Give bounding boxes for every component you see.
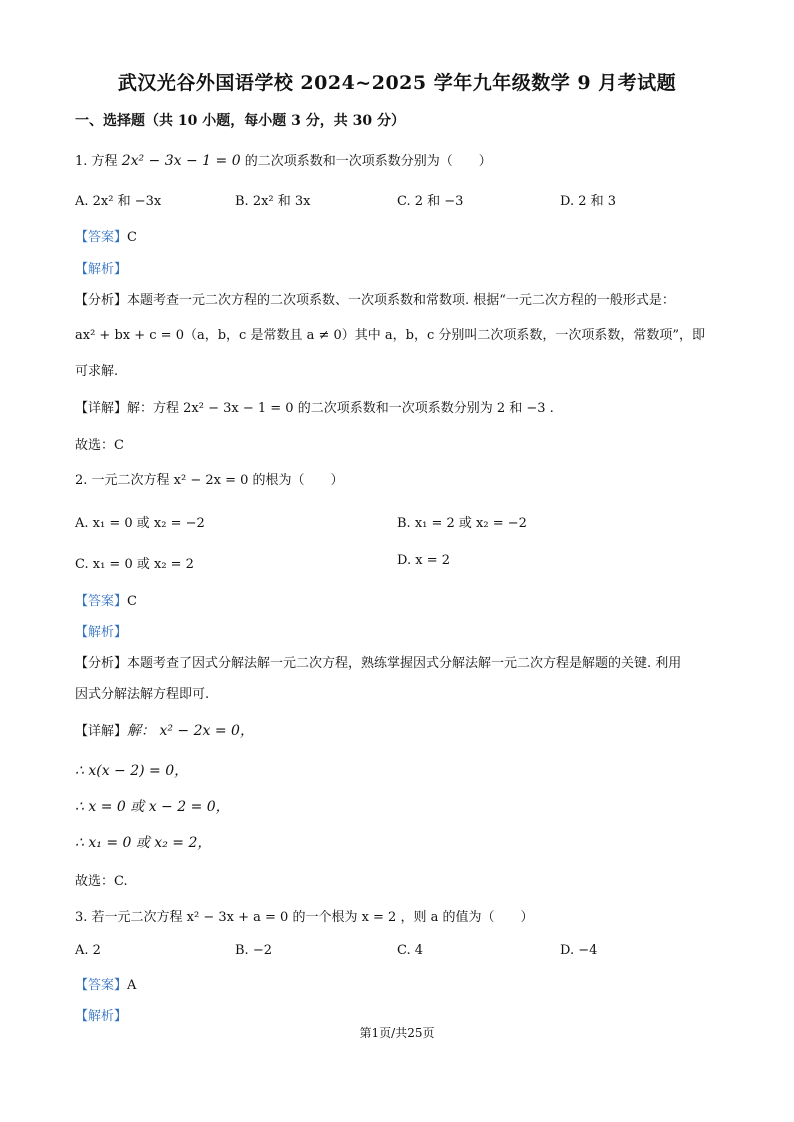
answer-value: C: [127, 594, 137, 609]
q2-step-1: ∴ x(x − 2) = 0，: [75, 763, 189, 779]
q3-option-a: A. 2: [75, 943, 101, 958]
q3-answer: [75, 974, 136, 993]
q3-option-b: B. −2: [235, 943, 272, 958]
q3-option-c: C. 4: [397, 943, 424, 958]
q2-step-3: ∴ x₁ = 0 或 x₂ = 2，: [75, 835, 212, 851]
answer-tag: 【答案】: [75, 978, 128, 993]
analysis-tag: 【解析】: [75, 262, 128, 277]
answer-value: A: [127, 978, 137, 993]
q1-option-a: A. 2x² 和 −3x: [75, 194, 162, 209]
q2-fenxi-line-2: 因式分解法解方程即可.: [75, 687, 210, 702]
q2-fenxi-line-1: [75, 652, 681, 671]
q2-step-2: ∴ x = 0 或 x − 2 = 0，: [75, 799, 230, 815]
fenxi-text: 本题考查一元二次方程的二次项系数、一次项系数和常数项. 根据“一元二次方程的一般形式是：: [127, 293, 675, 308]
q2-xiangjie: [75, 720, 254, 740]
q3-analysis-heading: [75, 1005, 127, 1024]
fenxi-tag: 【分析】: [75, 293, 128, 308]
analysis-tag: 【解析】: [75, 625, 128, 640]
fenxi-tag: 【分析】: [75, 656, 128, 671]
xiangjie-text: 解：方程 2x² − 3x − 1 = 0 的二次项系数和一次项系数分别为 2 和 −3 .: [127, 401, 554, 416]
analysis-tag: 【解析】: [75, 1009, 128, 1024]
answer-tag: 【答案】: [75, 230, 128, 245]
q1-xiangjie: [75, 397, 554, 416]
answer-tag: 【答案】: [75, 594, 128, 609]
q2-option-c: C. x₁ = 0 或 x₂ = 2: [75, 557, 194, 572]
xiangjie-tag: 【详解】: [75, 401, 128, 416]
question-1-stem: [75, 150, 492, 169]
q2-analysis-heading: [75, 621, 127, 640]
fenxi-text: 本题考查了因式分解法解一元二次方程，熟练掌握因式分解法解一元二次方程是解题的关键. 利用: [127, 656, 682, 671]
q1-option-d: D. 2 和 3: [560, 194, 617, 209]
q2-answer: [75, 590, 137, 609]
q2-option-a: A. x₁ = 0 或 x₂ = −2: [75, 516, 205, 531]
section-heading: 一、选择题（共 10 小题，每小题 3 分，共 30 分）: [75, 113, 405, 129]
q2-choose: 故选：C.: [75, 874, 128, 889]
answer-value: C: [127, 230, 137, 245]
q1-option-c: C. 2 和 −3: [397, 194, 464, 209]
q1-fenxi-line-3: 可求解.: [75, 364, 119, 379]
q1-answer: [75, 226, 137, 245]
question-3-stem: 3. 若一元二次方程 x² − 3x + a = 0 的一个根为 x = 2 ，则 a 的值为（ ）: [75, 910, 534, 925]
q1-analysis-heading: [75, 258, 127, 277]
q1-fenxi-line-1: [75, 289, 675, 308]
q1-stem-prefix: 1. 方程: [75, 154, 118, 169]
q1-fenxi-line-2: ax² + bx + c = 0（a，b，c 是常数且 a ≠ 0）其中 a，b，c 分别叫二次项系数，一次项系数，常数项”，即: [75, 328, 706, 343]
xiangjie-text: 解： x² − 2x = 0，: [127, 723, 254, 739]
q1-option-b: B. 2x² 和 3x: [235, 194, 311, 209]
page-title: 武汉光谷外国语学校 2024~2025 学年九年级数学 9 月考试题: [117, 72, 677, 94]
q1-choose: 故选：C: [75, 438, 124, 453]
page-footer: 第1页/共25页: [359, 1026, 435, 1040]
q3-option-d: D. −4: [560, 943, 598, 958]
q2-option-d: D. x = 2: [397, 553, 450, 568]
q2-option-b: B. x₁ = 2 或 x₂ = −2: [397, 516, 527, 531]
q1-stem-equation: 2x² − 3x − 1 = 0: [121, 153, 241, 169]
xiangjie-tag: 【详解】: [75, 724, 128, 739]
question-2-stem: 2. 一元二次方程 x² − 2x = 0 的根为（ ）: [75, 473, 344, 488]
q1-stem-suffix: 的二次项系数和一次项系数分别为（ ）: [244, 154, 492, 169]
